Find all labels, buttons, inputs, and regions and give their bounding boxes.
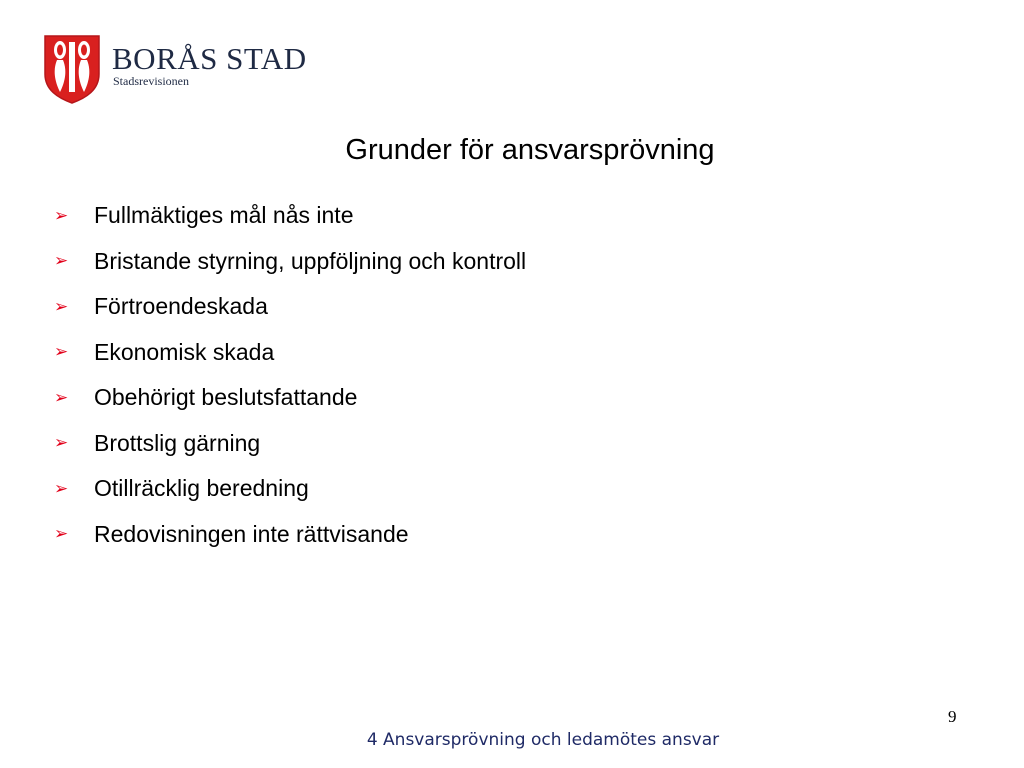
arrow-bullet-icon: ➢ (54, 478, 69, 498)
bullet-text: Förtroendeskada (94, 293, 268, 320)
logo (42, 34, 322, 104)
arrow-bullet-icon: ➢ (54, 251, 69, 271)
arrow-bullet-icon: ➢ (54, 205, 69, 225)
bullet-text: Redovisningen inte rättvisande (94, 520, 409, 547)
bullet-text: Bristande styrning, uppföljning och kontroll (94, 247, 527, 274)
arrow-bullet-icon: ➢ (54, 296, 69, 316)
arrow-bullet-icon: ➢ (54, 342, 69, 362)
arrow-bullet-icon: ➢ (54, 524, 69, 544)
bullet-text: Otillräcklig beredning (94, 475, 309, 502)
bullet-item (50, 193, 526, 239)
arrow-bullet-icon: ➢ (54, 433, 69, 453)
bullet-text: Ekonomisk skada (94, 338, 275, 365)
slide-title: Grunder för ansvarsprövning (345, 134, 715, 166)
bullet-item (50, 284, 526, 330)
logo-name: BORÅS STAD (112, 41, 307, 76)
logo-subtitle: Stadsrevisionen (113, 74, 189, 88)
bullet-text: Brottslig gärning (94, 429, 261, 456)
bullet-item (50, 330, 526, 376)
slide-footer: 4 Ansvarsprövning och ledamötes ansvar (366, 730, 720, 750)
bullet-list (50, 193, 526, 557)
bullet-text: Fullmäktiges mål nås inte (94, 202, 354, 229)
bullet-item (50, 239, 526, 285)
page-number: 9 (948, 707, 957, 726)
boras-coat-of-arms-icon (42, 34, 102, 104)
bullet-item (50, 421, 526, 467)
bullet-item (50, 375, 526, 421)
arrow-bullet-icon: ➢ (54, 387, 69, 407)
bullet-item (50, 466, 526, 512)
bullet-text: Obehörigt beslutsfattande (94, 384, 358, 411)
bullet-item (50, 512, 526, 558)
